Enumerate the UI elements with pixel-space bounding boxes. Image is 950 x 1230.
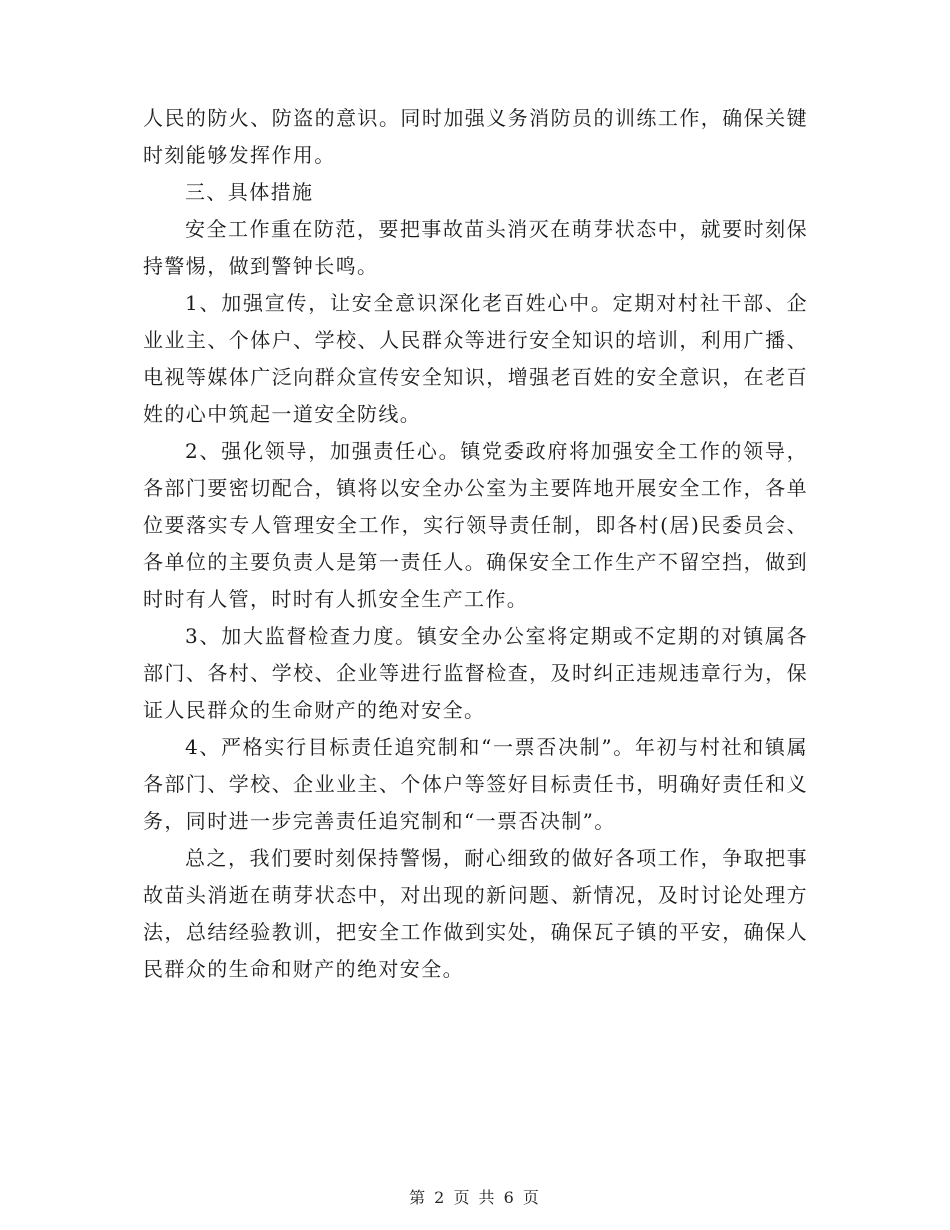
paragraph-1: 人民的防火、防盗的意识。同时加强义务消防员的训练工作，确保关键时刻能够发挥作用。 xyxy=(143,106,808,167)
paragraph-6: 4、严格实行目标责任追究制和“一票否决制”。年初与村社和镇属各部门、学校、企业业主、个体户等签好目标责任书，明确好责任和义务，同时进一步完善责任追究制和“一票否决制”。 xyxy=(143,735,808,833)
paragraph-4: 2、强化领导，加强责任心。镇党委政府将加强安全工作的领导，各部门要密切配合，镇将以安全办公室为主要阵地开展安全工作，各单位要落实专人管理安全工作，实行领导责任制，即各村(居)民委员会、各单位的主要负责人是第一责任人。确保安全工作生产不留空挡，做到时时有人管，时时有人抓安全生产工作。 xyxy=(143,439,808,611)
document-body xyxy=(143,100,808,988)
paragraph-7: 总之，我们要时刻保持警惕，耐心细致的做好各项工作，争取把事故苗头消逝在萌芽状态中，对出现的新问题、新情况，及时讨论处理方法，总结经验教训，把安全工作做到实处，确保瓦子镇的平安，确保人民群众的生命和财产的绝对安全。 xyxy=(143,846,808,981)
paragraph-3: 1、加强宣传，让安全意识深化老百姓心中。定期对村社干部、企业业主、个体户、学校、人民群众等进行安全知识的培训，利用广播、电视等媒体广泛向群众宣传安全知识，增强老百姓的安全意识，在老百姓的心中筑起一道安全防线。 xyxy=(143,291,808,426)
paragraph-2: 安全工作重在防范，要把事故苗头消灭在萌芽状态中，就要时刻保持警惕，做到警钟长鸣。 xyxy=(143,217,808,278)
paragraph-5: 3、加大监督检查力度。镇安全办公室将定期或不定期的对镇属各部门、各村、学校、企业等进行监督检查，及时纠正违规违章行为，保证人民群众的生命财产的绝对安全。 xyxy=(143,624,808,722)
section-heading: 三、具体措施 xyxy=(185,180,314,204)
page-number-footer: 第 2 页 共 6 页 xyxy=(409,1188,541,1207)
